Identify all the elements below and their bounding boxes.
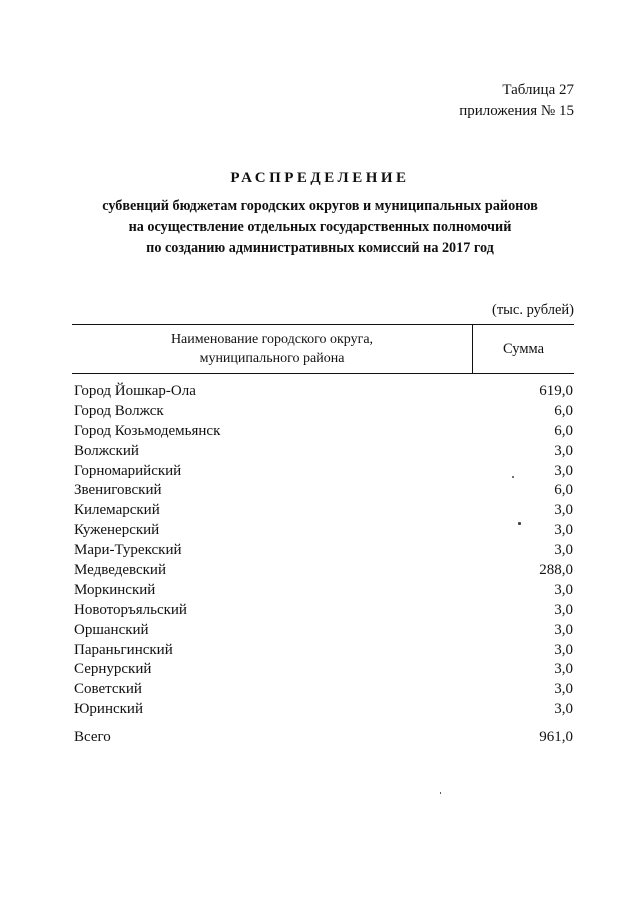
row-name: Город Козьмодемьянск <box>74 422 221 439</box>
row-name: Мари-Турекский <box>74 542 182 559</box>
table-row <box>74 561 573 581</box>
row-name: Город Йошкар-Ола <box>74 383 196 399</box>
row-value: 3,0 <box>554 701 573 718</box>
scan-speck <box>518 522 521 525</box>
row-value: 6,0 <box>554 482 573 499</box>
column-header-name <box>72 325 473 373</box>
table-row <box>74 402 573 422</box>
row-value: 288,0 <box>539 562 573 579</box>
row-value: 6,0 <box>554 402 573 419</box>
row-value: 6,0 <box>554 422 573 439</box>
row-name: Юринский <box>74 701 143 718</box>
column-header-name-line-1: Наименование городского округа, <box>170 332 374 347</box>
row-value: 3,0 <box>554 502 573 519</box>
table-total-row <box>74 727 573 747</box>
table-row <box>74 422 573 442</box>
subtitle-line-1: субвенций бюджетам городских округов и муниципальных районов <box>102 198 538 214</box>
table-row <box>74 641 573 661</box>
table-row <box>74 382 573 402</box>
row-value: 3,0 <box>554 462 573 479</box>
row-value: 3,0 <box>554 522 573 539</box>
table-header <box>72 324 574 374</box>
units-label: (тыс. рублей) <box>492 302 574 318</box>
document-subtitle <box>0 196 640 259</box>
row-name: Медведевский <box>74 562 166 579</box>
row-value: 3,0 <box>554 681 573 698</box>
total-label: Всего <box>74 729 111 745</box>
row-name: Оршанский <box>74 621 149 638</box>
row-name: Моркинский <box>74 581 156 598</box>
table-row <box>74 700 573 720</box>
table-row <box>74 442 573 462</box>
document-heading: РАСПРЕДЕЛЕНИЕ <box>230 170 410 186</box>
table-reference <box>459 80 574 122</box>
row-name: Звениговский <box>74 482 162 499</box>
table-row <box>74 680 573 700</box>
row-name: Параньгинский <box>74 641 173 658</box>
table-row <box>74 501 573 521</box>
table-row <box>74 481 573 501</box>
row-value: 3,0 <box>554 621 573 638</box>
row-name: Куженерский <box>74 522 160 539</box>
total-value: 961,0 <box>539 729 573 745</box>
row-name: Горномарийский <box>74 462 182 479</box>
table-row <box>74 621 573 641</box>
subtitle-line-3: по созданию административных комиссий на 2017 год <box>146 240 494 256</box>
appendix-number: приложения № 15 <box>459 103 574 119</box>
table-number: Таблица 27 <box>502 82 574 98</box>
row-name: Город Волжск <box>74 402 164 419</box>
column-header-name-line-2: муниципального района <box>199 351 345 366</box>
subtitle-line-2: на осуществление отдельных государственных полномочий <box>128 219 512 235</box>
table-body <box>74 382 573 720</box>
row-value: 3,0 <box>554 661 573 678</box>
row-name: Советский <box>74 681 142 698</box>
row-value: 3,0 <box>554 581 573 598</box>
row-value: 619,0 <box>539 383 573 399</box>
row-name: Килемарский <box>74 502 160 519</box>
table-row <box>74 601 573 621</box>
row-value: 3,0 <box>554 601 573 618</box>
table-row <box>74 581 573 601</box>
row-value: 3,0 <box>554 542 573 559</box>
table-row <box>74 660 573 680</box>
table-row <box>74 541 573 561</box>
scan-speck <box>512 476 514 478</box>
scan-speck <box>440 792 441 794</box>
row-name: Новоторъяльский <box>74 601 187 618</box>
column-header-sum: Сумма <box>502 340 545 357</box>
table-row <box>74 462 573 482</box>
table-row <box>74 521 573 541</box>
row-name: Волжский <box>74 442 139 459</box>
row-name: Сернурский <box>74 661 152 678</box>
row-value: 3,0 <box>554 442 573 459</box>
row-value: 3,0 <box>554 641 573 658</box>
